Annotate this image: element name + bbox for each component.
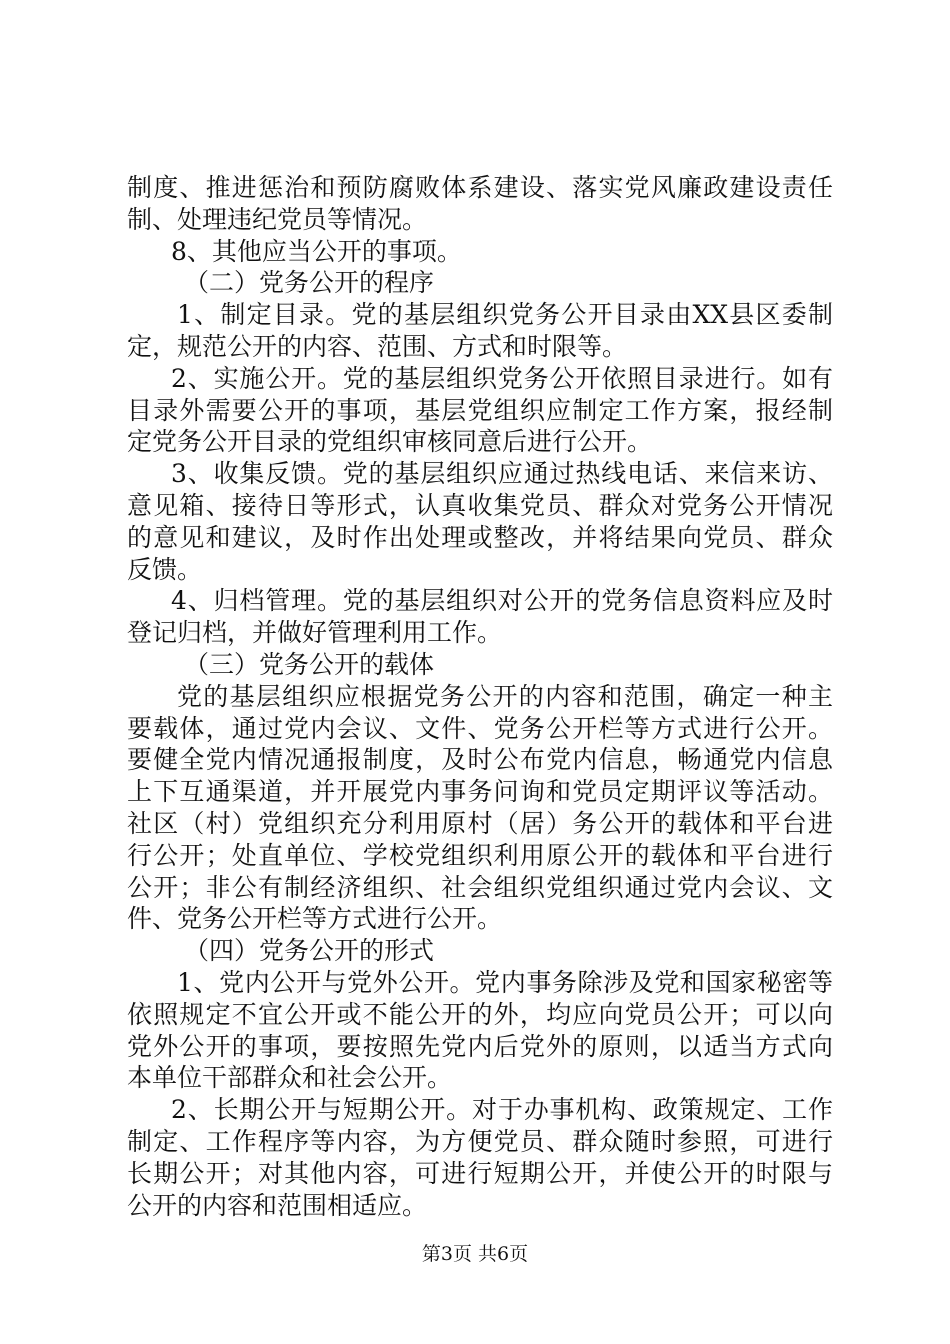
text-line: 上下互通渠道，并开展党内事务问询和党员定期评议等活动。 [127, 777, 833, 807]
text-line: 目录外需要公开的事项，基层党组织应制定工作方案，报经制 [127, 395, 833, 425]
text-line: 2、长期公开与短期公开。对于办事机构、政策规定、工作 [171, 1095, 833, 1125]
text-line: 行公开；处直单位、学校党组织利用原公开的载体和平台进行 [127, 840, 833, 870]
text-line: 1、制定目录。党的基层组织党务公开目录由XX县区委制 [177, 300, 833, 330]
text-line: 制、处理违纪党员等情况。 [127, 204, 428, 234]
text-line: 3、收集反馈。党的基层组织应通过热线电话、来信来访、 [171, 459, 833, 489]
text-line: 要载体，通过党内会议、文件、党务公开栏等方式进行公开。 [127, 713, 833, 743]
text-line: 8、其他应当公开的事项。 [171, 236, 462, 266]
text-line: 依照规定不宜公开或不能公开的外，均应向党员公开；可以向 [127, 999, 833, 1029]
text-line: 长期公开；对其他内容，可进行短期公开，并使公开的时限与 [127, 1158, 833, 1188]
text-line: （三）党务公开的载体 [184, 649, 435, 679]
text-line: 的意见和建议，及时作出处理或整改，并将结果向党员、群众 [127, 522, 833, 552]
text-line: 登记归档，并做好管理利用工作。 [127, 618, 503, 648]
page-number-footer: 第3页 共6页 [421, 1243, 529, 1265]
text-line: （四）党务公开的形式 [184, 936, 435, 966]
text-line: 件、党务公开栏等方式进行公开。 [127, 904, 503, 934]
document-body [127, 172, 833, 1221]
text-line: 反馈。 [127, 554, 203, 584]
text-line: 社区（村）党组织充分利用原村（居）务公开的载体和平台进 [127, 808, 833, 838]
text-line: 意见箱、接待日等形式，认真收集党员、群众对党务公开情况 [127, 490, 833, 520]
text-line: 党外公开的事项，要按照先党内后党外的原则，以适当方式向 [127, 1031, 833, 1061]
text-line: 公开的内容和范围相适应。 [127, 1190, 428, 1220]
text-line: 公开；非公有制经济组织、社会组织党组织通过党内会议、文 [127, 872, 833, 902]
text-line: 制定、工作程序等内容，为方便党员、群众随时参照，可进行 [127, 1126, 833, 1156]
text-line: 定，规范公开的内容、范围、方式和时限等。 [127, 331, 628, 361]
text-line: 2、实施公开。党的基层组织党务公开依照目录进行。如有 [171, 363, 833, 393]
text-line: 制度、推进惩治和预防腐败体系建设、落实党风廉政建设责任 [127, 173, 833, 202]
text-line: 4、归档管理。党的基层组织对公开的党务信息资料应及时 [171, 586, 833, 616]
text-line: （二）党务公开的程序 [184, 268, 435, 298]
text-line: 党的基层组织应根据党务公开的内容和范围，确定一种主 [177, 681, 833, 711]
text-line: 1、党内公开与党外公开。党内事务除涉及党和国家秘密等 [177, 967, 833, 997]
text-line: 要健全党内情况通报制度，及时公布党内信息，畅通党内信息 [127, 745, 833, 775]
text-line: 定党务公开目录的党组织审核同意后进行公开。 [127, 427, 653, 457]
text-line: 本单位干部群众和社会公开。 [127, 1063, 453, 1093]
